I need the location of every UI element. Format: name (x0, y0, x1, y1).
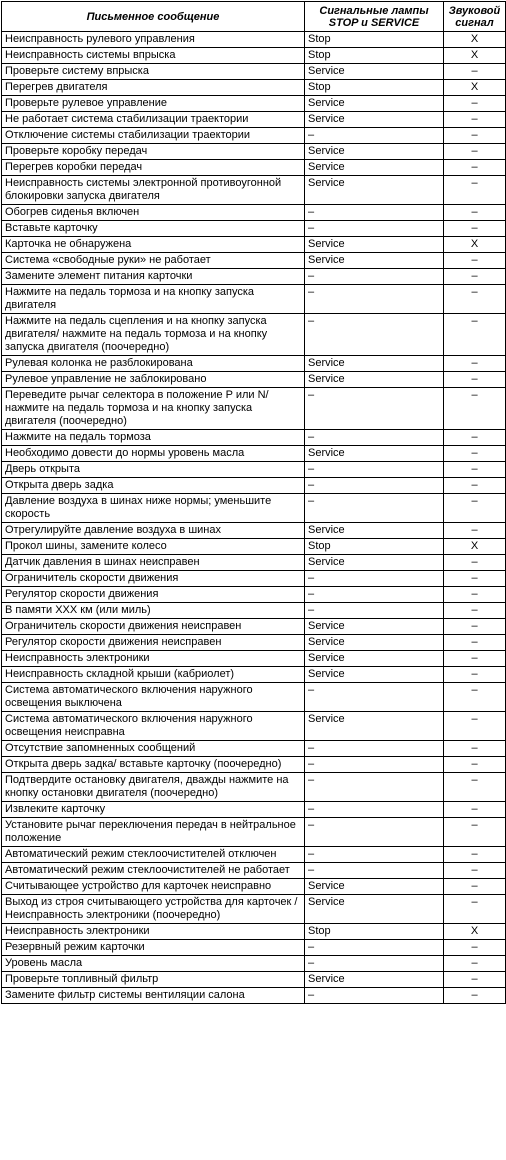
table-row (2, 879, 506, 895)
lamps-cell: – (305, 940, 444, 956)
message-cell: Система «свободные руки» не работает (2, 253, 305, 269)
lamps-cell: – (305, 988, 444, 1004)
table-row (2, 356, 506, 372)
table-row (2, 667, 506, 683)
message-cell: Проверьте коробку передач (2, 144, 305, 160)
message-cell: Считывающее устройство для карточек неисправно (2, 879, 305, 895)
lamps-cell: Service (305, 356, 444, 372)
message-cell: Открыта дверь задка/ вставьте карточку (поочередно) (2, 757, 305, 773)
message-cell: Датчик давления в шинах неисправен (2, 555, 305, 571)
table-row (2, 314, 506, 356)
message-cell: Регулятор скорости движения (2, 587, 305, 603)
table-row (2, 741, 506, 757)
message-cell: Давление воздуха в шинах ниже нормы; уменьшите скорость (2, 494, 305, 523)
sound-cell: – (444, 160, 506, 176)
message-cell: Вставьте карточку (2, 221, 305, 237)
lamps-cell: Service (305, 144, 444, 160)
messages-table (1, 1, 506, 1004)
lamps-cell: Service (305, 555, 444, 571)
message-cell: Проверьте систему впрыска (2, 64, 305, 80)
message-cell: Карточка не обнаружена (2, 237, 305, 253)
lamps-cell: – (305, 462, 444, 478)
lamps-cell: Service (305, 96, 444, 112)
table-row (2, 237, 506, 253)
lamps-cell: Service (305, 446, 444, 462)
message-cell: Ограничитель скорости движения неисправен (2, 619, 305, 635)
lamps-cell: Service (305, 651, 444, 667)
lamps-cell: Stop (305, 539, 444, 555)
sound-cell: – (444, 356, 506, 372)
message-cell: Необходимо довести до нормы уровень масла (2, 446, 305, 462)
lamps-cell: – (305, 221, 444, 237)
sound-cell: – (444, 446, 506, 462)
sound-cell: – (444, 253, 506, 269)
message-cell: Выход из строя считывающего устройства для карточек / Неисправность электроники (поочередно) (2, 895, 305, 924)
message-cell: Отрегулируйте давление воздуха в шинах (2, 523, 305, 539)
message-cell: Перегрев коробки передач (2, 160, 305, 176)
lamps-cell: Stop (305, 924, 444, 940)
table-row (2, 818, 506, 847)
lamps-cell: – (305, 285, 444, 314)
table-row (2, 683, 506, 712)
sound-cell: – (444, 757, 506, 773)
lamps-cell: – (305, 683, 444, 712)
lamps-cell: Service (305, 972, 444, 988)
sound-cell: – (444, 635, 506, 651)
sound-cell: – (444, 372, 506, 388)
table-row (2, 285, 506, 314)
header-row (2, 2, 506, 32)
lamps-cell: Service (305, 160, 444, 176)
table-row (2, 176, 506, 205)
table-row (2, 372, 506, 388)
sound-cell: – (444, 603, 506, 619)
table-row (2, 863, 506, 879)
sound-cell: – (444, 863, 506, 879)
lamps-cell: Service (305, 879, 444, 895)
sound-cell: – (444, 314, 506, 356)
table-row (2, 48, 506, 64)
sound-cell: – (444, 571, 506, 587)
table-row (2, 494, 506, 523)
lamps-cell: – (305, 587, 444, 603)
message-cell: Рулевое управление не заблокировано (2, 372, 305, 388)
sound-cell: – (444, 285, 506, 314)
table-row (2, 895, 506, 924)
message-cell: Замените элемент питания карточки (2, 269, 305, 285)
lamps-cell: Service (305, 253, 444, 269)
table-row (2, 555, 506, 571)
sound-cell: – (444, 96, 506, 112)
lamps-cell: – (305, 205, 444, 221)
sound-cell: – (444, 895, 506, 924)
table-row (2, 603, 506, 619)
lamps-cell: Stop (305, 48, 444, 64)
sound-cell: X (444, 539, 506, 555)
lamps-cell: – (305, 314, 444, 356)
lamps-cell: Service (305, 523, 444, 539)
lamps-cell: Service (305, 176, 444, 205)
sound-cell: – (444, 818, 506, 847)
message-cell: Неисправность рулевого управления (2, 32, 305, 48)
sound-cell: – (444, 741, 506, 757)
sound-cell: – (444, 176, 506, 205)
lamps-cell: – (305, 430, 444, 446)
table-row (2, 112, 506, 128)
lamps-cell: – (305, 571, 444, 587)
message-cell: Переведите рычаг селектора в положение P или N/ нажмите на педаль тормоза и на кнопку запуска двигателя (поочередно) (2, 388, 305, 430)
table-row (2, 430, 506, 446)
sound-cell: – (444, 64, 506, 80)
lamps-cell: – (305, 269, 444, 285)
table-row (2, 773, 506, 802)
header-sound: Звуковой сигнал (444, 2, 506, 32)
message-cell: Неисправность складной крыши (кабриолет) (2, 667, 305, 683)
sound-cell: X (444, 924, 506, 940)
lamps-cell: Service (305, 619, 444, 635)
table-row (2, 269, 506, 285)
message-cell: Резервный режим карточки (2, 940, 305, 956)
lamps-cell: Stop (305, 80, 444, 96)
table-row (2, 462, 506, 478)
table-row (2, 32, 506, 48)
table-header (2, 2, 506, 32)
sound-cell: – (444, 221, 506, 237)
message-cell: Рулевая колонка не разблокирована (2, 356, 305, 372)
message-cell: Отсутствие запомненных сообщений (2, 741, 305, 757)
sound-cell: – (444, 523, 506, 539)
lamps-cell: – (305, 818, 444, 847)
sound-cell: – (444, 651, 506, 667)
message-cell: Проверьте рулевое управление (2, 96, 305, 112)
message-cell: Прокол шины, замените колесо (2, 539, 305, 555)
message-cell: Неисправность электроники (2, 651, 305, 667)
sound-cell: – (444, 879, 506, 895)
lamps-cell: – (305, 802, 444, 818)
table-row (2, 587, 506, 603)
lamps-cell: – (305, 494, 444, 523)
table-row (2, 956, 506, 972)
table-row (2, 847, 506, 863)
table-row (2, 924, 506, 940)
sound-cell: X (444, 48, 506, 64)
message-cell: Проверьте топливный фильтр (2, 972, 305, 988)
sound-cell: – (444, 494, 506, 523)
message-cell: Автоматический режим стеклоочистителей не работает (2, 863, 305, 879)
table-row (2, 651, 506, 667)
sound-cell: – (444, 773, 506, 802)
message-cell: Обогрев сиденья включен (2, 205, 305, 221)
message-cell: Автоматический режим стеклоочистителей отключен (2, 847, 305, 863)
table-row (2, 940, 506, 956)
message-cell: Замените фильтр системы вентиляции салона (2, 988, 305, 1004)
message-cell: Извлеките карточку (2, 802, 305, 818)
lamps-cell: Service (305, 372, 444, 388)
table-row (2, 221, 506, 237)
sound-cell: – (444, 802, 506, 818)
table-row (2, 619, 506, 635)
sound-cell: X (444, 80, 506, 96)
sound-cell: – (444, 667, 506, 683)
sound-cell: – (444, 205, 506, 221)
sound-cell: – (444, 128, 506, 144)
table-row (2, 712, 506, 741)
message-cell: Отключение системы стабилизации траектории (2, 128, 305, 144)
message-cell: Открыта дверь задка (2, 478, 305, 494)
table-row (2, 635, 506, 651)
sound-cell: – (444, 619, 506, 635)
sound-cell: – (444, 144, 506, 160)
lamps-cell: – (305, 847, 444, 863)
sound-cell: – (444, 269, 506, 285)
message-cell: Неисправность системы впрыска (2, 48, 305, 64)
message-cell: Неисправность системы электронной противоугонной блокировки запуска двигателя (2, 176, 305, 205)
message-cell: Нажмите на педаль сцепления и на кнопку запуска двигателя/ нажмите на педаль тормоза и на кнопку запуска двигателя (поочередно) (2, 314, 305, 356)
sound-cell: – (444, 478, 506, 494)
message-cell: Уровень масла (2, 956, 305, 972)
message-cell: Ограничитель скорости движения (2, 571, 305, 587)
lamps-cell: Service (305, 895, 444, 924)
sound-cell: X (444, 32, 506, 48)
table-row (2, 160, 506, 176)
header-lamps: Сигнальные лампы STOP и SERVICE (305, 2, 444, 32)
sound-cell: – (444, 587, 506, 603)
sound-cell: – (444, 972, 506, 988)
sound-cell: – (444, 430, 506, 446)
sound-cell: – (444, 555, 506, 571)
table-row (2, 446, 506, 462)
lamps-cell: – (305, 757, 444, 773)
table-row (2, 802, 506, 818)
lamps-cell: – (305, 863, 444, 879)
lamps-cell: Service (305, 667, 444, 683)
table-row (2, 757, 506, 773)
table-row (2, 253, 506, 269)
sound-cell: – (444, 388, 506, 430)
table-row (2, 144, 506, 160)
message-cell: Не работает система стабилизации траектории (2, 112, 305, 128)
message-cell: В памяти XXX км (или миль) (2, 603, 305, 619)
table-body (2, 32, 506, 1004)
message-cell: Нажмите на педаль тормоза и на кнопку запуска двигателя (2, 285, 305, 314)
lamps-cell: Service (305, 64, 444, 80)
sound-cell: – (444, 712, 506, 741)
sound-cell: – (444, 683, 506, 712)
message-cell: Дверь открыта (2, 462, 305, 478)
sound-cell: – (444, 112, 506, 128)
table-row (2, 523, 506, 539)
lamps-cell: Stop (305, 32, 444, 48)
sound-cell: – (444, 956, 506, 972)
lamps-cell: Service (305, 112, 444, 128)
table-row (2, 96, 506, 112)
lamps-cell: – (305, 603, 444, 619)
lamps-cell: – (305, 388, 444, 430)
table-row (2, 64, 506, 80)
lamps-cell: Service (305, 635, 444, 651)
sound-cell: X (444, 237, 506, 253)
lamps-cell: Service (305, 712, 444, 741)
message-cell: Регулятор скорости движения неисправен (2, 635, 305, 651)
lamps-cell: – (305, 478, 444, 494)
message-cell: Система автоматического включения наружного освещения неисправна (2, 712, 305, 741)
message-cell: Неисправность электроники (2, 924, 305, 940)
sound-cell: – (444, 988, 506, 1004)
sound-cell: – (444, 847, 506, 863)
table-row (2, 128, 506, 144)
sound-cell: – (444, 462, 506, 478)
table-row (2, 571, 506, 587)
lamps-cell: – (305, 956, 444, 972)
table-row (2, 205, 506, 221)
message-cell: Нажмите на педаль тормоза (2, 430, 305, 446)
lamps-cell: – (305, 128, 444, 144)
table-row (2, 972, 506, 988)
lamps-cell: – (305, 773, 444, 802)
header-message: Письменное сообщение (2, 2, 305, 32)
lamps-cell: Service (305, 237, 444, 253)
message-cell: Перегрев двигателя (2, 80, 305, 96)
message-cell: Подтвердите остановку двигателя, дважды нажмите на кнопку остановки двигателя (поочередно) (2, 773, 305, 802)
table-row (2, 388, 506, 430)
table-row (2, 539, 506, 555)
message-cell: Система автоматического включения наружного освещения выключена (2, 683, 305, 712)
lamps-cell: – (305, 741, 444, 757)
table-row (2, 478, 506, 494)
sound-cell: – (444, 940, 506, 956)
table-row (2, 988, 506, 1004)
message-cell: Установите рычаг переключения передач в нейтральное положение (2, 818, 305, 847)
table-row (2, 80, 506, 96)
